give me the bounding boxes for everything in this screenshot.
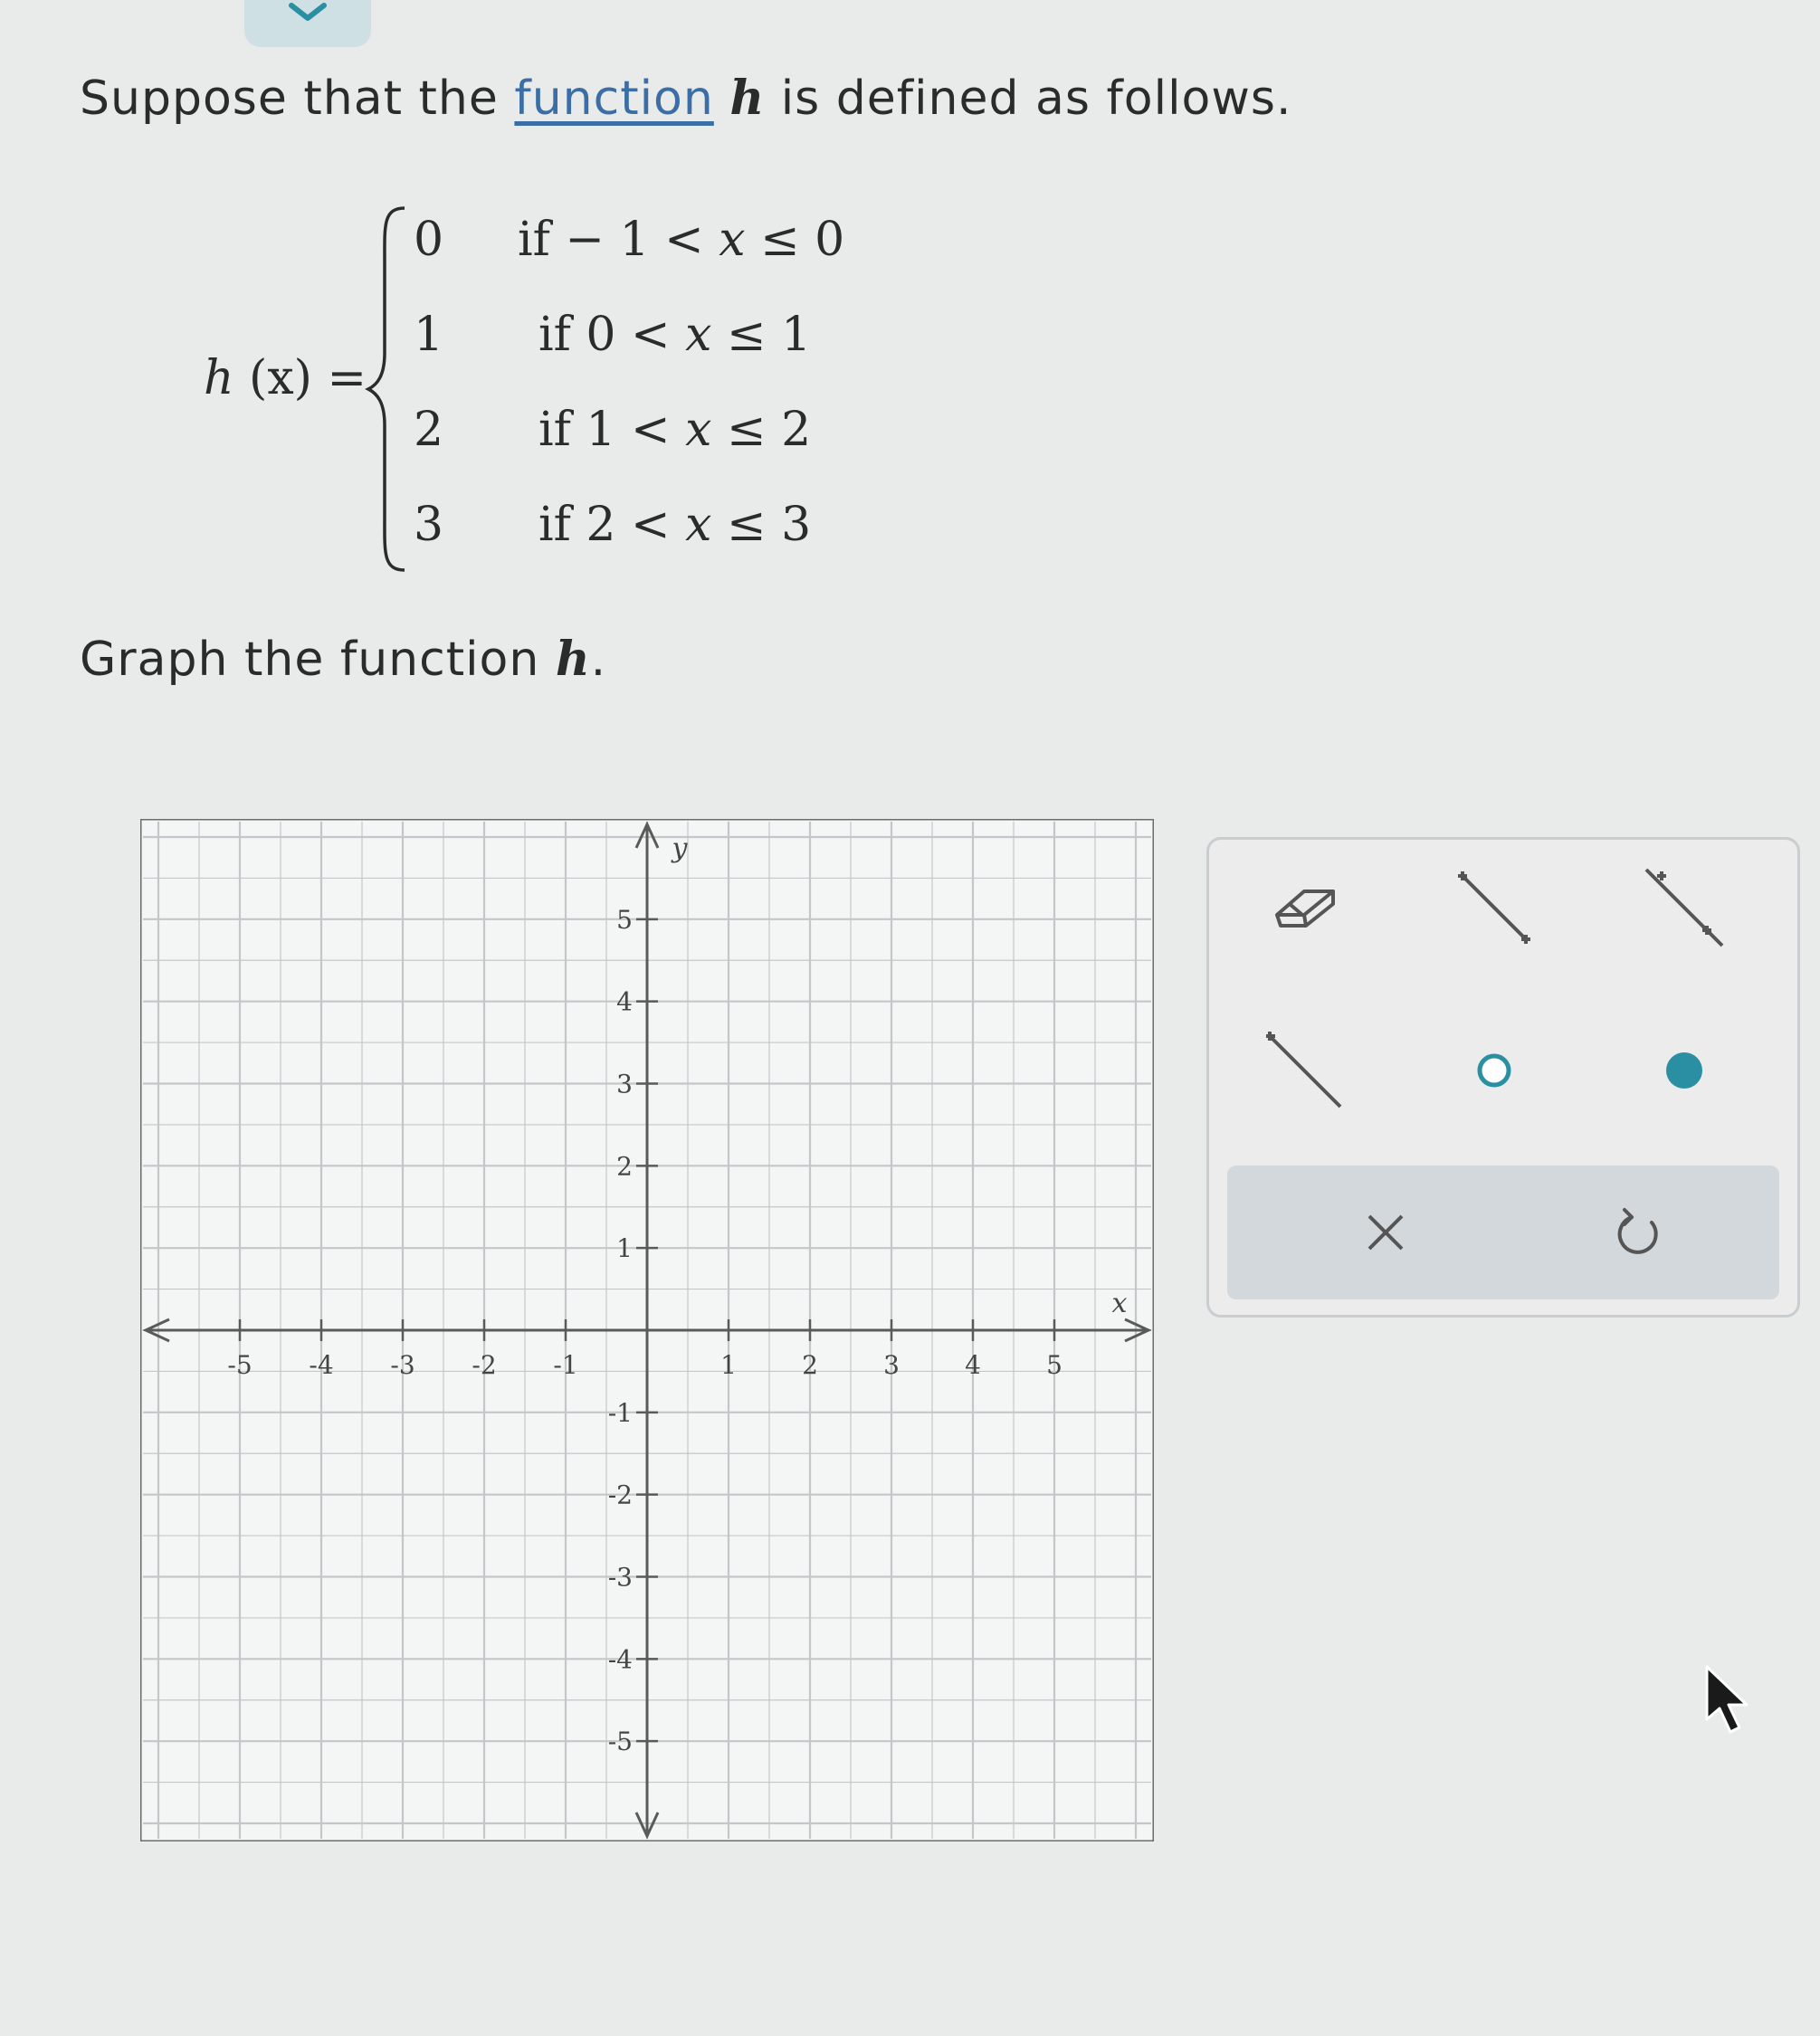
lhs-function-name: h bbox=[204, 351, 234, 405]
y-tick-label: -4 bbox=[607, 1644, 633, 1675]
condition-lower: if 2 < bbox=[538, 498, 686, 552]
y-tick-label: -1 bbox=[607, 1397, 633, 1428]
piece-condition bbox=[518, 213, 844, 267]
condition-upper: ≤ 2 bbox=[711, 403, 812, 457]
condition-lower: if − 1 < bbox=[518, 213, 719, 267]
ray-icon bbox=[1259, 1025, 1349, 1116]
piece-value: 2 bbox=[414, 403, 444, 457]
piecewise-definition bbox=[204, 199, 845, 579]
graph-area[interactable] bbox=[140, 819, 1154, 1845]
closed-point-tool[interactable] bbox=[1630, 1021, 1739, 1120]
y-tick-label: -5 bbox=[607, 1727, 633, 1757]
y-tick-label: -2 bbox=[607, 1479, 633, 1510]
condition-lower: if 0 < bbox=[538, 308, 686, 362]
x-tick-label: -4 bbox=[309, 1350, 334, 1380]
x-tick-label: 3 bbox=[883, 1350, 900, 1380]
function-definition-link[interactable]: function bbox=[514, 71, 714, 126]
condition-upper: ≤ 3 bbox=[711, 498, 812, 552]
function-variable: h bbox=[729, 71, 766, 126]
x-tick-label: 5 bbox=[1046, 1350, 1062, 1380]
y-tick-label: 5 bbox=[616, 904, 633, 935]
condition-variable: x bbox=[685, 308, 712, 362]
x-tick-label: 2 bbox=[802, 1350, 818, 1380]
condition-upper: ≤ 1 bbox=[711, 308, 812, 362]
eraser-icon bbox=[1268, 880, 1340, 935]
y-tick-label: 3 bbox=[616, 1069, 633, 1099]
eraser-tool[interactable] bbox=[1250, 858, 1358, 957]
graphing-tool-panel bbox=[1206, 837, 1800, 1318]
x-tick-label: 4 bbox=[965, 1350, 981, 1380]
x-tick-label: -1 bbox=[553, 1350, 578, 1380]
y-axis-label: y bbox=[672, 832, 688, 864]
graph-instruction bbox=[80, 632, 606, 687]
condition-variable: x bbox=[685, 403, 712, 457]
piecewise-row bbox=[204, 498, 837, 561]
segment-icon bbox=[1449, 862, 1539, 953]
open-point-tool[interactable] bbox=[1440, 1021, 1548, 1120]
piecewise-row bbox=[204, 308, 837, 371]
x-tick-label: -2 bbox=[472, 1350, 497, 1380]
undo-button[interactable] bbox=[1589, 1187, 1689, 1278]
piece-condition bbox=[538, 308, 811, 362]
x-axis-label: x bbox=[1111, 1288, 1128, 1319]
y-tick-label: 1 bbox=[616, 1233, 633, 1264]
chevron-down-icon bbox=[286, 2, 329, 24]
condition-lower: if 1 < bbox=[538, 403, 686, 457]
condition-variable: x bbox=[719, 213, 746, 267]
clear-button[interactable] bbox=[1336, 1187, 1435, 1278]
collapse-tab[interactable] bbox=[244, 0, 371, 47]
piece-condition bbox=[538, 498, 811, 552]
problem-statement bbox=[80, 71, 1291, 126]
x-tick-label: -3 bbox=[390, 1350, 415, 1380]
lhs-argument: (x) = bbox=[233, 351, 367, 405]
condition-variable: x bbox=[685, 498, 712, 552]
close-icon bbox=[1358, 1205, 1413, 1260]
instruction-period: . bbox=[590, 633, 607, 687]
piecewise-row bbox=[204, 403, 837, 466]
y-tick-label: -3 bbox=[607, 1562, 633, 1593]
prompt-text-end: is defined as follows. bbox=[765, 71, 1292, 126]
line-icon bbox=[1639, 862, 1729, 953]
prompt-text: Suppose that the bbox=[80, 71, 515, 126]
piece-condition bbox=[538, 403, 811, 457]
piece-value: 1 bbox=[414, 308, 444, 362]
y-tick-label: 2 bbox=[616, 1151, 633, 1182]
ray-tool[interactable] bbox=[1250, 1021, 1358, 1120]
action-bar bbox=[1227, 1165, 1779, 1299]
undo-icon bbox=[1612, 1201, 1666, 1264]
piece-value: 3 bbox=[414, 498, 444, 552]
x-tick-label: -5 bbox=[227, 1350, 253, 1380]
piecewise-row bbox=[204, 213, 845, 276]
mouse-cursor-icon bbox=[1701, 1663, 1765, 1736]
x-tick-label: 1 bbox=[720, 1350, 737, 1380]
closed-point-icon bbox=[1657, 1043, 1711, 1098]
instruction-text: Graph the function bbox=[80, 633, 556, 687]
line-tool[interactable] bbox=[1630, 858, 1739, 957]
function-variable: h bbox=[555, 632, 591, 687]
segment-tool[interactable] bbox=[1440, 858, 1548, 957]
condition-upper: ≤ 0 bbox=[745, 213, 845, 267]
piece-value: 0 bbox=[414, 213, 444, 267]
open-point-icon bbox=[1467, 1043, 1521, 1098]
y-tick-label: 4 bbox=[616, 986, 633, 1017]
coordinate-grid[interactable] bbox=[140, 819, 1154, 1841]
